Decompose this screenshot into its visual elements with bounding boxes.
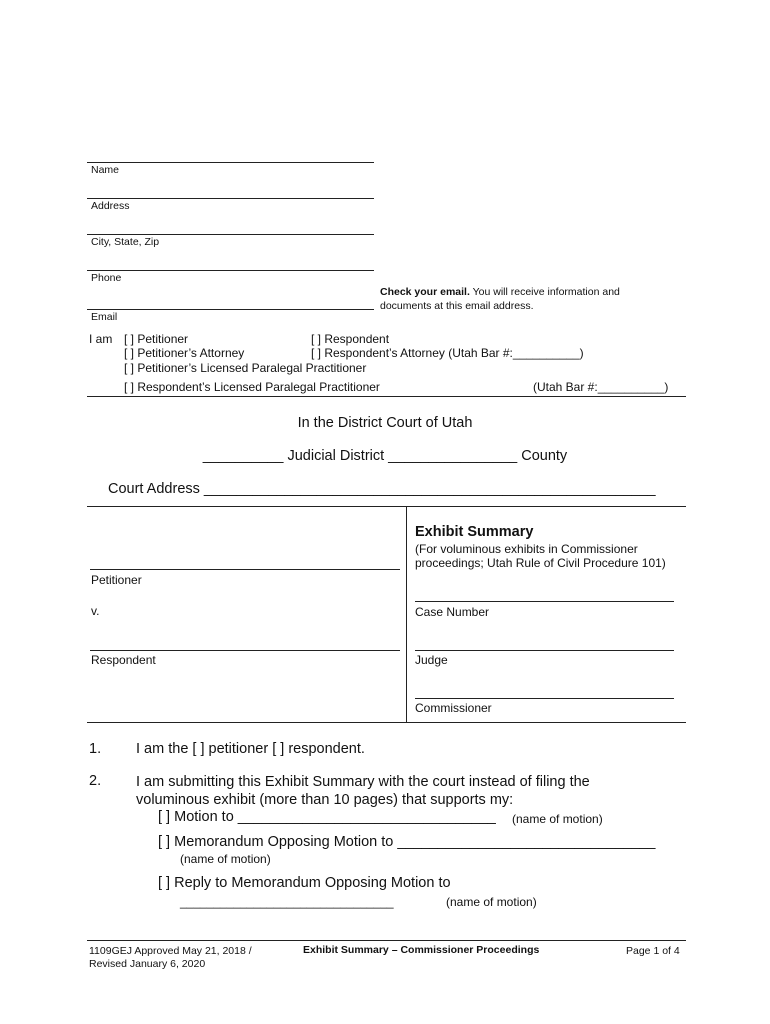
address-label: Address <box>91 200 130 212</box>
role-petitioner-attorney[interactable]: [ ] Petitioner’s Attorney <box>124 346 245 360</box>
document-subtitle-line2: proceedings; Utah Rule of Civil Procedure 101) <box>415 556 666 570</box>
role-petitioner[interactable]: [ ] Petitioner <box>124 332 189 346</box>
reply-blank: ________________________________ <box>180 895 394 909</box>
phone-label: Phone <box>91 272 122 284</box>
motion-note: (name of motion) <box>512 812 603 826</box>
document-subtitle-line1: (For voluminous exhibits in Commissioner <box>415 542 638 556</box>
name-label: Name <box>91 164 120 176</box>
caption-top-border <box>87 506 686 507</box>
role-respondent-attorney[interactable]: [ ] Respondent’s Attorney (Utah Bar #:__________) <box>311 346 584 360</box>
name-line <box>87 162 374 163</box>
city-label: City, State, Zip <box>91 236 160 248</box>
district-line: __________ Judicial District ________________ County <box>202 448 568 464</box>
email-note-rest: You will receive information and <box>469 286 620 298</box>
email-label: Email <box>91 311 118 323</box>
memo-note: (name of motion) <box>180 852 271 866</box>
form-id <box>89 945 252 971</box>
item-2-line1: I am submitting this Exhibit Summary with the court instead of filing the <box>136 774 590 790</box>
document-title: Exhibit Summary <box>415 524 534 540</box>
commissioner-line <box>415 698 674 699</box>
judge-line <box>415 650 674 651</box>
role-respondent-paralegal-bar: (Utah Bar #:__________) <box>533 380 669 394</box>
footer-title: Exhibit Summary – Commissioner Proceedings <box>303 944 540 956</box>
motion-checkbox[interactable]: [ ] Motion to ________________________________ <box>158 809 496 825</box>
document-subtitle <box>415 542 666 570</box>
footer-rule <box>87 940 686 941</box>
judge-label: Judge <box>415 653 448 667</box>
versus-label: v. <box>91 604 100 618</box>
role-petitioner-paralegal[interactable]: [ ] Petitioner’s Licensed Paralegal Practitioner <box>124 361 367 375</box>
respondent-label: Respondent <box>91 653 156 667</box>
court-title: In the District Court of Utah <box>297 415 473 431</box>
email-note-line2: documents at this email address. <box>380 300 534 312</box>
item-2-text <box>136 773 590 809</box>
role-respondent[interactable]: [ ] Respondent <box>311 332 390 346</box>
email-note-bold: Check your email. <box>380 286 470 298</box>
case-number-line <box>415 601 674 602</box>
city-line <box>87 234 374 235</box>
respondent-line <box>90 650 400 651</box>
email-line <box>87 309 374 310</box>
role-respondent-paralegal[interactable]: [ ] Respondent’s Licensed Paralegal Practitioner <box>124 380 380 394</box>
item-1-number: 1. <box>89 741 102 757</box>
memo-checkbox[interactable]: [ ] Memorandum Opposing Motion to ________________________________ <box>158 834 656 850</box>
reply-checkbox[interactable]: [ ] Reply to Memorandum Opposing Motion to <box>158 875 451 891</box>
caption-bottom-border <box>87 722 686 723</box>
address-line <box>87 198 374 199</box>
i-am-label: I am <box>89 332 113 346</box>
caption-divider <box>406 506 407 722</box>
petitioner-label: Petitioner <box>91 573 142 587</box>
form-id-line2: Revised January 6, 2020 <box>89 958 206 970</box>
email-note <box>380 285 620 313</box>
phone-line <box>87 270 374 271</box>
item-2-number: 2. <box>89 773 102 789</box>
case-number-label: Case Number <box>415 605 490 619</box>
role-divider <box>87 396 686 397</box>
reply-note: (name of motion) <box>446 895 537 909</box>
petitioner-line <box>90 569 400 570</box>
item-2-line2: voluminous exhibit (more than 10 pages) that supports my: <box>136 792 514 808</box>
court-address-line: Court Address ________________________________________________________ <box>108 481 656 497</box>
commissioner-label: Commissioner <box>415 701 492 715</box>
item-1-text: I am the [ ] petitioner [ ] respondent. <box>136 741 365 757</box>
form-id-line1: 1109GEJ Approved May 21, 2018 / <box>89 945 252 957</box>
page-number: Page 1 of 4 <box>626 945 680 957</box>
